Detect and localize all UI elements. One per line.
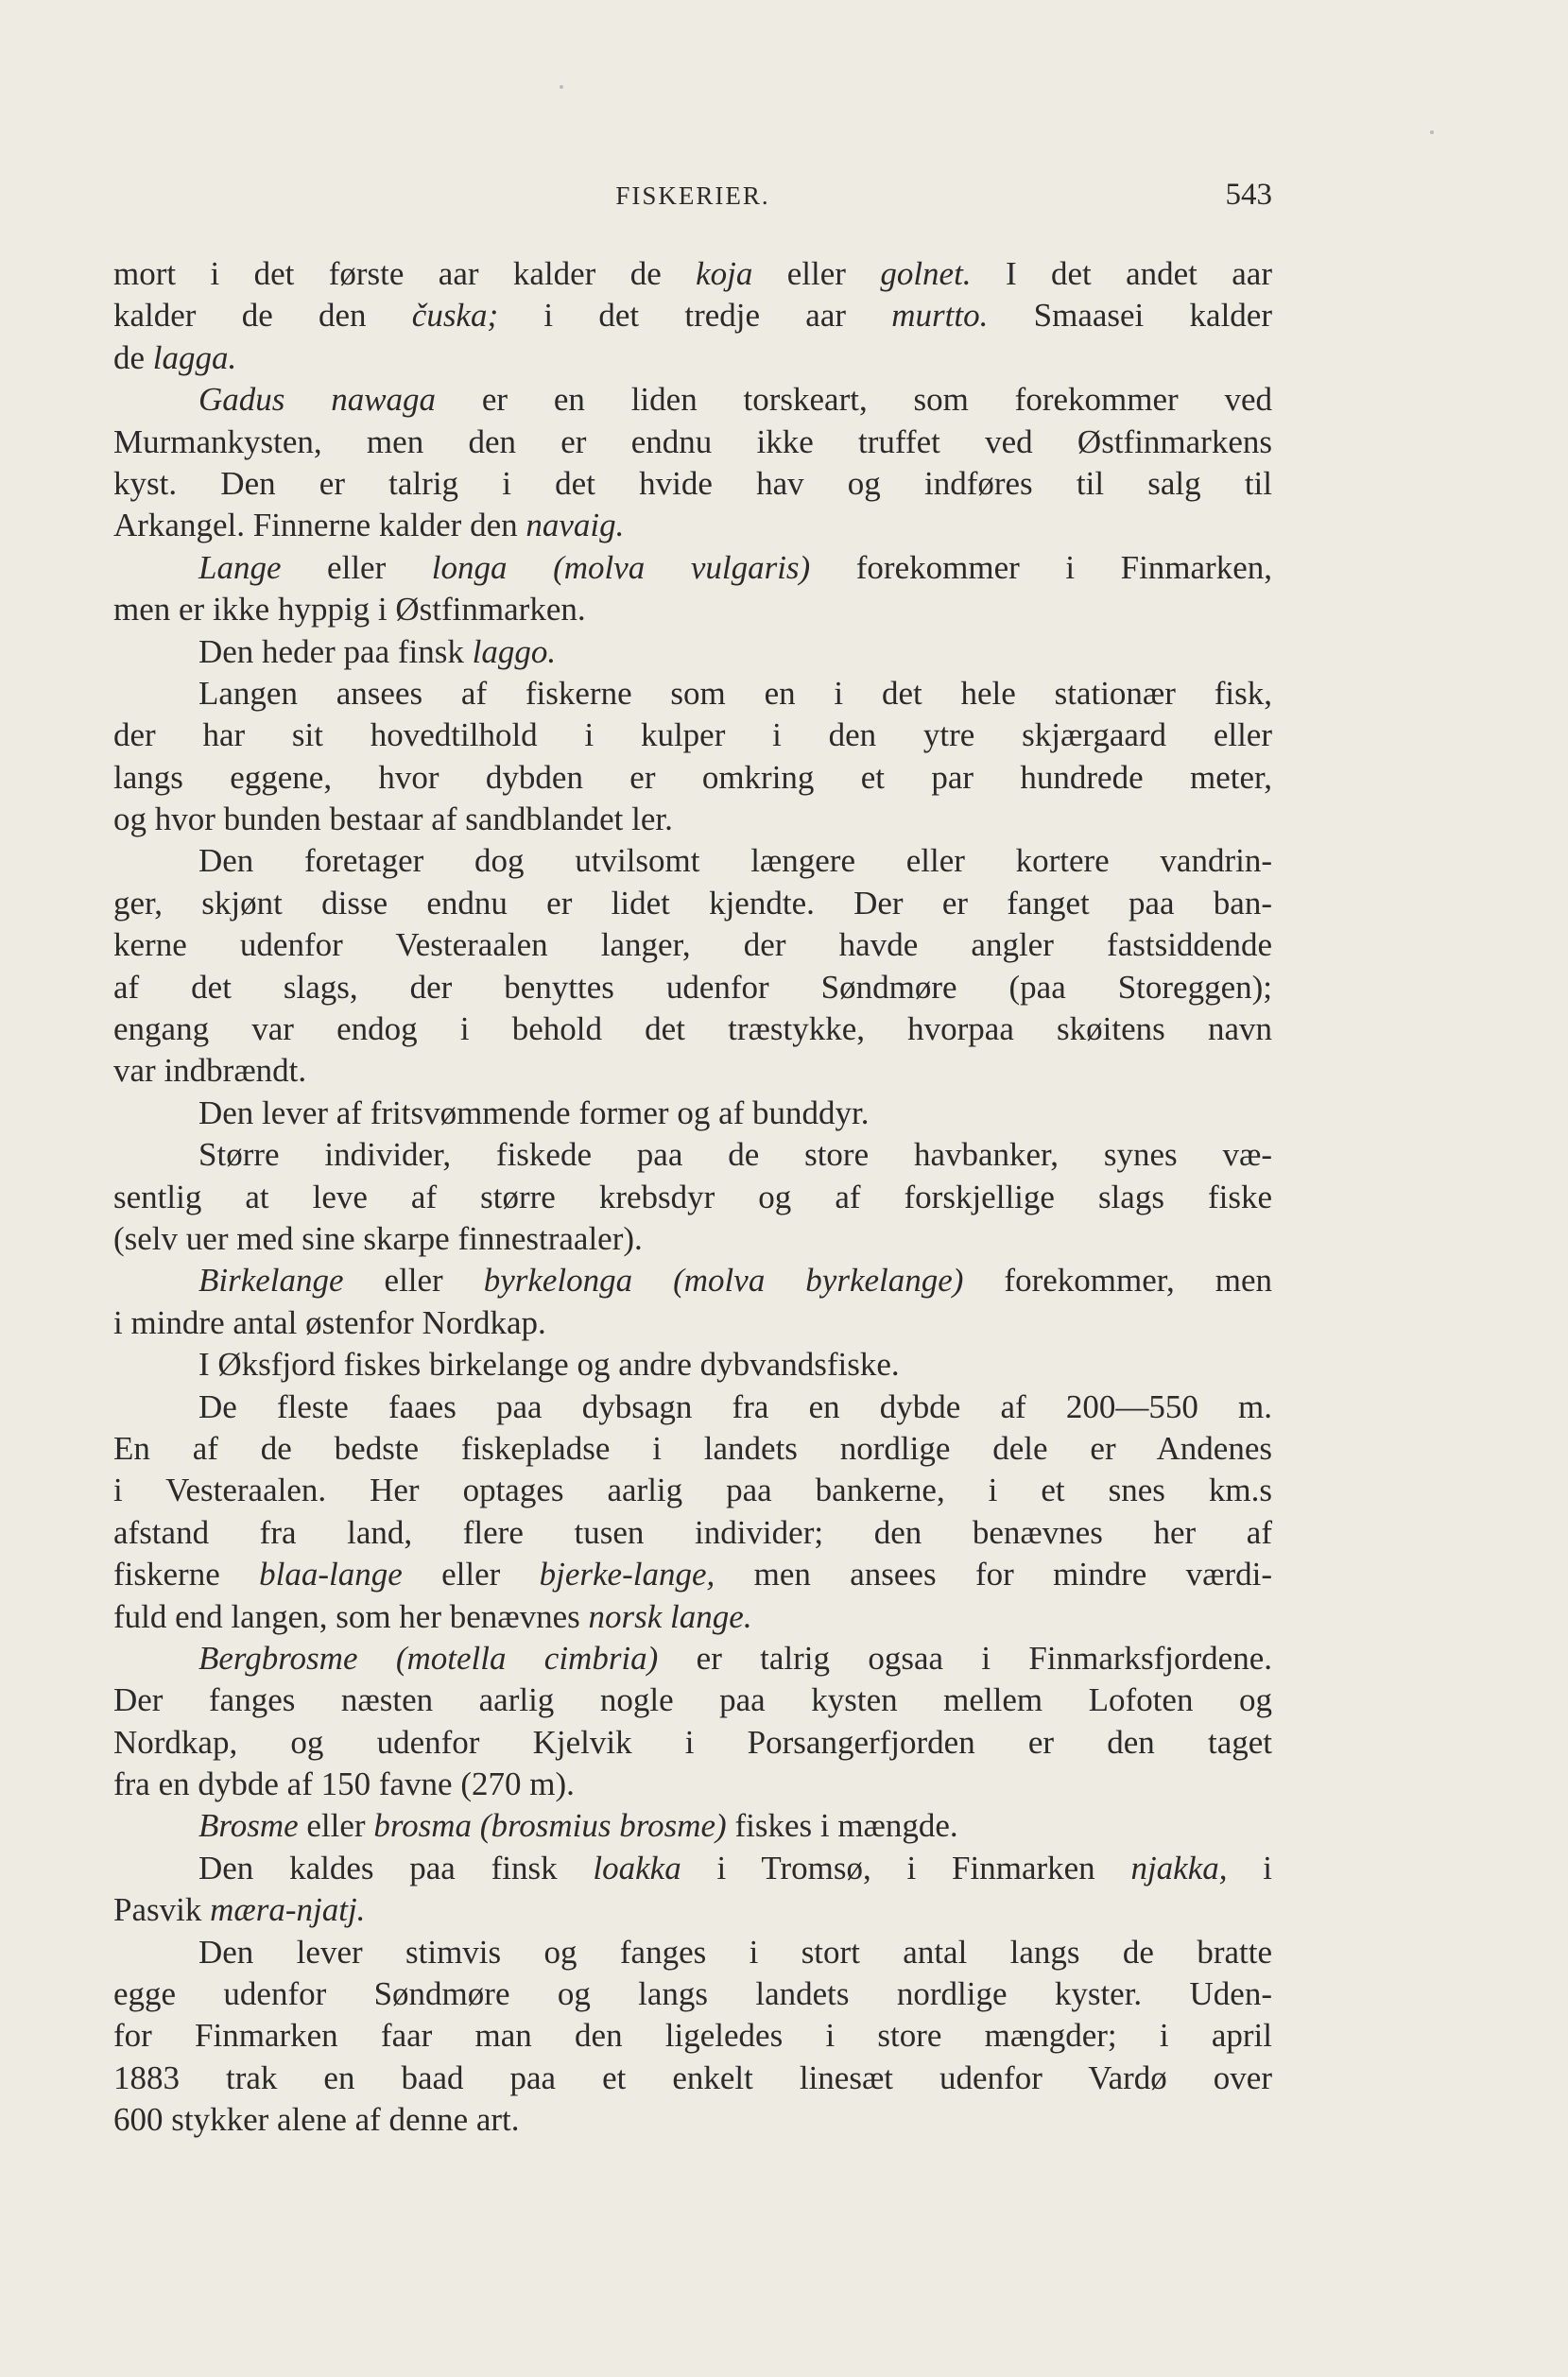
text-line [113, 295, 1272, 336]
text-line [113, 1177, 1272, 1218]
italic-term: Brosme [198, 1807, 299, 1845]
text-line [113, 1679, 1272, 1721]
italic-term: Gadus nawaga [198, 381, 437, 419]
text-segment: egge udenfor Søndmøre og langs landets nordlige kyster. Uden- [113, 1975, 1272, 2013]
text-line [113, 757, 1272, 799]
text-segment: i Vesteraalen. Her optages aarlig paa bankerne, i et snes km.s [113, 1472, 1272, 1509]
text-line [113, 1848, 1272, 1889]
text-line [113, 1932, 1272, 1973]
text-segment: var indbrændt. [113, 1052, 307, 1090]
text-segment: kyst. Den er talrig i det hvide hav og indføres til salg til [113, 464, 1272, 502]
text-line [113, 1512, 1272, 1554]
text-segment: kalder de den [113, 297, 412, 335]
text-line [113, 1134, 1272, 1176]
text-segment: de [113, 338, 153, 376]
italic-term: murtto. [891, 297, 989, 335]
text-line [113, 631, 1272, 673]
text-segment: 1883 trak en baad paa et enkelt linesæt udenfor Vardø over [113, 2058, 1272, 2096]
text-segment: eller [402, 1556, 540, 1593]
text-line [113, 1344, 1272, 1386]
text-segment: forekommer i Finmarken, [810, 548, 1272, 586]
text-segment: fiskes i mængde. [726, 1807, 958, 1845]
text-line [113, 1554, 1272, 1595]
italic-term: longa (molva vulgaris) [431, 548, 811, 586]
text-line [113, 1889, 1272, 1931]
text-line [113, 422, 1272, 463]
italic-term: mæra-njatj. [210, 1891, 366, 1929]
text-segment: Pasvik [113, 1891, 211, 1929]
text-segment: sentlig at leve af større krebsdyr og af forskjellige slags fiske [113, 1178, 1272, 1215]
text-segment: Arkangel. Finnerne kalder den [113, 507, 526, 544]
text-line [113, 799, 1272, 840]
text-segment: Den foretager dog utvilsomt længere eller kortere vandrin- [198, 842, 1272, 880]
text-segment: 600 stykker alene af denne art. [113, 2101, 520, 2139]
text-segment: langs eggene, hvor dybden er omkring et par hundrede meter, [113, 758, 1272, 796]
text-line [113, 505, 1272, 546]
body-text [113, 253, 1272, 2142]
text-segment: Nordkap, og udenfor Kjelvik i Porsangerfjorden er den taget [113, 1723, 1272, 1761]
text-line [113, 967, 1272, 1008]
text-segment: I Øksfjord fiskes birkelange og andre dybvandsfiske. [198, 1346, 900, 1384]
text-segment: er en liden torskeart, som forekommer ved [436, 381, 1272, 419]
text-segment: mort i det første aar kalder de [113, 255, 697, 292]
italic-term: blaa-lange [259, 1556, 403, 1593]
text-segment: eller [343, 1262, 484, 1300]
text-segment: En af de bedste fiskepladse i landets nordlige dele er Andenes [113, 1429, 1272, 1467]
italic-term: Birkelange [198, 1262, 344, 1300]
text-segment: afstand fra land, flere tusen individer; den benævnes her af [113, 1513, 1272, 1551]
text-line [113, 715, 1272, 756]
italic-term: byrkelonga (molva byrkelange) [483, 1262, 964, 1300]
text-segment: Der fanges næsten aarlig nogle paa kysten mellem Lofoten og [113, 1681, 1272, 1719]
text-line [113, 589, 1272, 630]
text-segment: men ansees for mindre værdi- [715, 1556, 1272, 1593]
text-line [113, 1470, 1272, 1511]
italic-term: lagga. [152, 338, 237, 376]
text-line [113, 1722, 1272, 1764]
text-segment: ger, skjønt disse endnu er lidet kjendte. Der er fanget paa ban- [113, 884, 1272, 922]
text-line [113, 2058, 1272, 2099]
text-segment: fuld end langen, som her benævnes [113, 1597, 589, 1635]
page-number: 543 [1225, 178, 1272, 212]
italic-term: navaig. [526, 507, 625, 544]
italic-term: laggo. [472, 632, 557, 670]
italic-term: njakka, [1130, 1849, 1228, 1886]
text-line [113, 673, 1272, 715]
text-segment: i Tromsø, i Finmarken [681, 1849, 1131, 1886]
text-segment: Langen ansees af fiskerne som en i det hele stationær fisk, [198, 674, 1272, 712]
text-line [113, 1596, 1272, 1638]
text-segment: for Finmarken faar man den ligeledes i store mængder; i april [113, 2017, 1272, 2055]
text-line [113, 463, 1272, 505]
italic-term: čuska; [411, 297, 499, 335]
text-segment: fra en dybde af 150 favne (270 m). [113, 1766, 575, 1803]
italic-term: loakka [593, 1849, 681, 1886]
text-segment: i [1227, 1849, 1273, 1886]
text-line [113, 1008, 1272, 1050]
text-line [113, 253, 1272, 295]
text-segment: eller [281, 548, 432, 586]
text-line [113, 1428, 1272, 1470]
text-line [113, 840, 1272, 882]
paper-speck [560, 85, 563, 89]
italic-term: koja [696, 255, 753, 292]
text-line [113, 1387, 1272, 1428]
italic-term: brosma (brosmius brosme) [373, 1807, 727, 1845]
text-line [113, 1260, 1272, 1301]
text-line [113, 1805, 1272, 1847]
text-segment: De fleste faaes paa dybsagn fra en dybde af 200—550 m. [198, 1387, 1272, 1425]
text-segment: (selv uer med sine skarpe finnestraaler). [113, 1219, 643, 1257]
paper-speck [1430, 130, 1434, 134]
text-line [113, 924, 1272, 966]
text-line [113, 1764, 1272, 1805]
text-line [113, 1218, 1272, 1260]
text-line [113, 883, 1272, 924]
text-line [113, 1973, 1272, 2015]
text-segment: i det tredje aar [498, 297, 892, 335]
text-line [113, 547, 1272, 589]
text-segment: I det andet aar [971, 255, 1272, 292]
text-segment: Den lever af fritsvømmende former og af bunddyr. [198, 1094, 870, 1131]
text-segment: forekommer, men [963, 1262, 1273, 1300]
text-segment: Den heder paa finsk [198, 632, 473, 670]
text-segment: Smaasei kalder [988, 297, 1272, 335]
text-segment: eller [298, 1807, 374, 1845]
text-line [113, 337, 1272, 379]
italic-term: bjerke-lange, [539, 1556, 715, 1593]
italic-term: Bergbrosme (motella cimbria) [198, 1639, 659, 1677]
text-line [113, 1638, 1272, 1679]
text-line [113, 2015, 1272, 2057]
text-line [113, 1050, 1272, 1092]
text-line [113, 1302, 1272, 1344]
text-segment: af det slags, der benyttes udenfor Søndmøre (paa Storeggen); [113, 968, 1272, 1006]
text-segment: eller [752, 255, 881, 292]
text-segment: Den kaldes paa finsk [198, 1849, 594, 1886]
text-segment: kerne udenfor Vesteraalen langer, der havde angler fastsiddende [113, 926, 1272, 964]
italic-term: norsk lange. [588, 1597, 752, 1635]
text-segment: er talrig ogsaa i Finmarksfjordene. [658, 1639, 1273, 1677]
text-segment: fiskerne [113, 1556, 260, 1593]
text-line [113, 2099, 1272, 2141]
text-segment: Murmankysten, men den er endnu ikke truffet ved Østfinmarkens [113, 422, 1272, 460]
text-segment: der har sit hovedtilhold i kulper i den ytre skjærgaard eller [113, 716, 1272, 754]
text-line [113, 1093, 1272, 1134]
text-segment: i mindre antal østenfor Nordkap. [113, 1303, 546, 1341]
text-segment: men er ikke hyppig i Østfinmarken. [113, 591, 586, 629]
text-segment: Den lever stimvis og fanges i stort antal langs de bratte [198, 1933, 1272, 1971]
italic-term: golnet. [880, 255, 972, 292]
text-segment: og hvor bunden bestaar af sandblandet ler. [113, 801, 673, 838]
italic-term: Lange [198, 548, 282, 586]
page-header [113, 178, 1272, 215]
text-line [113, 379, 1272, 421]
running-title: FISKERIER. [615, 181, 770, 210]
text-segment: engang var endog i behold det træstykke, hvorpaa skøitens navn [113, 1010, 1272, 1048]
text-segment: Større individer, fiskede paa de store havbanker, synes væ- [198, 1136, 1272, 1174]
